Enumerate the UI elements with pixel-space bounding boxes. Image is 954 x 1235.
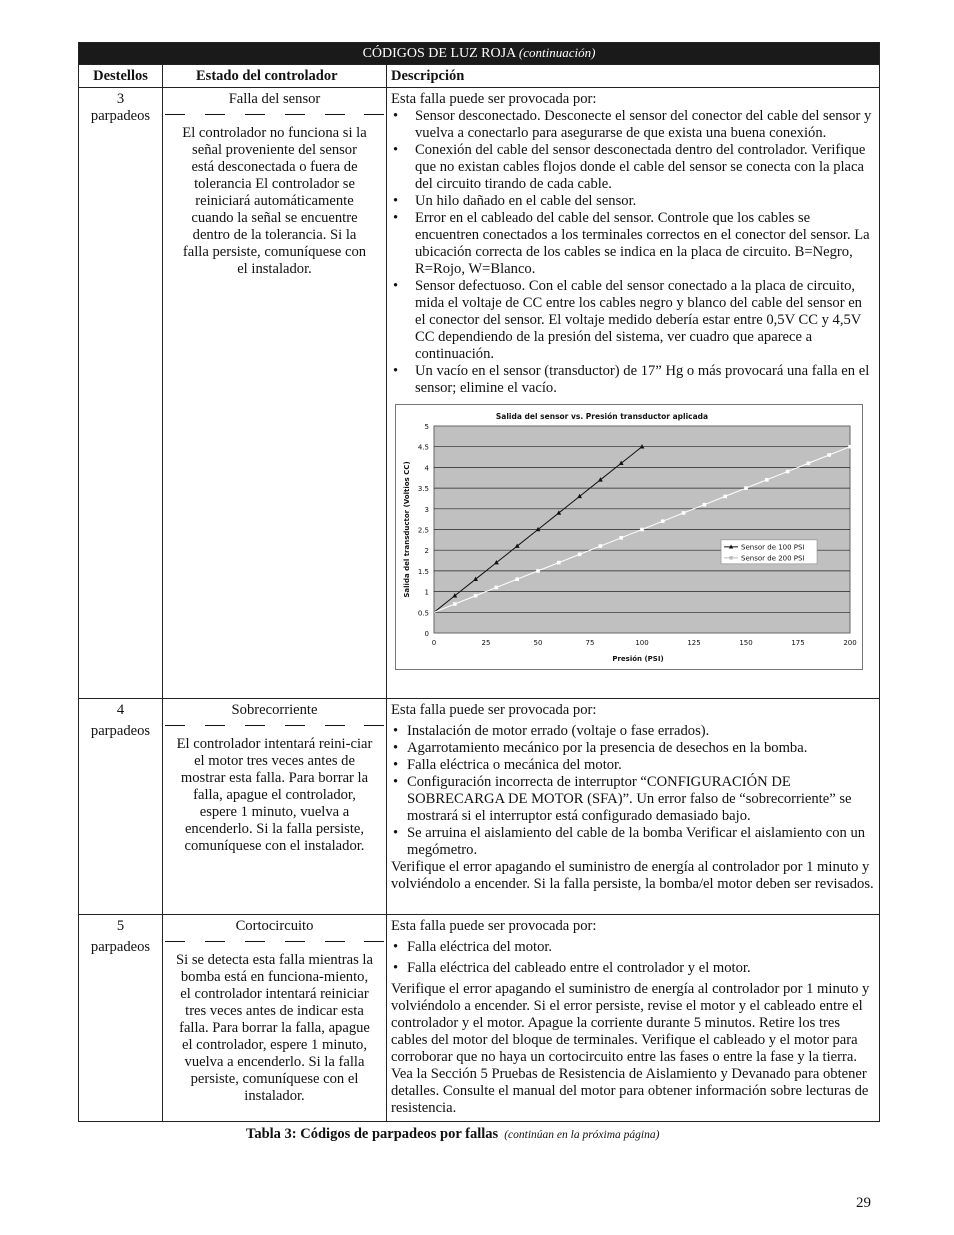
data-point bbox=[515, 577, 519, 581]
y-tick-label: 4 bbox=[424, 464, 429, 473]
legend-label: Sensor de 200 PSI bbox=[741, 554, 805, 563]
x-tick-label: 150 bbox=[739, 639, 753, 647]
cause-list bbox=[391, 939, 875, 977]
y-tick-label: 3.5 bbox=[417, 485, 429, 494]
data-point bbox=[495, 586, 499, 590]
table-title: CÓDIGOS DE LUZ ROJA bbox=[362, 46, 516, 61]
flash-count: 5 bbox=[116, 918, 125, 934]
x-axis-label: Presión (PSI) bbox=[612, 655, 664, 663]
list-item: • Sensor defectuoso. Con el cable del sensor conectado a la placa de circuito, mida el voltaje de CC entre los cables negro y blanco del cable del sensor en el conector del sensor. El voltaje medido debería estar entre 0,5V CC y 4,5V CC dependiendo de la presión del sistema, ver cuadro que aparece a continuación. bbox=[391, 278, 875, 363]
description-intro: Esta falla puede ser provocada por: bbox=[391, 918, 597, 934]
y-tick-label: 5 bbox=[424, 423, 429, 431]
y-tick-label: 0.5 bbox=[417, 609, 429, 618]
data-point bbox=[765, 478, 769, 482]
flash-cell bbox=[79, 915, 163, 1122]
data-point bbox=[640, 528, 644, 532]
data-point bbox=[474, 594, 478, 598]
y-axis-label: Salida del transductor (Voltios CC) bbox=[403, 461, 411, 598]
list-item: • Instalación de motor errado (voltaje o fase errados). bbox=[391, 723, 875, 740]
description-outro: Verifique el error apagando el suministro de energía al controlador por 1 minuto y volviéndolo a encender. Si el error persiste, revise el motor y el cableado entre el controlador y el motor. Apague la corriente durante 5 minutos. Retire los tres cables del motor del bloque de terminales. Verifique el cableado y el motor para corroborar que no haya un cortocircuito entre las fases o entre la fase y la tierra. Vea la Sección 5 Pruebas de Resistencia de Aislamiento y Devanado para obtener detalles. Consulte el manual del motor para obtener información sobre lecturas de resistencia. bbox=[391, 981, 870, 1116]
data-point bbox=[578, 553, 582, 557]
flash-label: parpadeos bbox=[90, 723, 151, 739]
list-item: • Error en el cableado del cable del sensor. Controle que los cables se encuentren conectados a los terminales correctos en el conector del sensor. La ubicación correcta de los cables se indica en la placa de circuito. B=Negro, R=Rojo, W=Blanco. bbox=[391, 210, 875, 278]
legend-marker bbox=[729, 556, 732, 559]
dashed-divider bbox=[165, 109, 384, 119]
list-item: • Un hilo dañado en el cable del sensor. bbox=[391, 193, 875, 210]
description-cell bbox=[387, 699, 880, 915]
x-tick-label: 100 bbox=[635, 639, 649, 647]
list-item: • Conexión del cable del sensor desconectada dentro del controlador. Verifique que no existan cables flojos donde el cable del sensor se conecta con la placa del circuito tirando de cada cable. bbox=[391, 142, 875, 193]
data-point bbox=[786, 470, 790, 474]
list-item: • Agarrotamiento mecánico por la presencia de desechos en la bomba. bbox=[391, 740, 875, 757]
list-item: • Se arruina el aislamiento del cable de la bomba Verificar el aislamiento con un megómetro. bbox=[391, 825, 875, 859]
caption-main: Tabla 3: Códigos de parpadeos por fallas bbox=[246, 1126, 499, 1142]
header-destellos: Destellos bbox=[79, 65, 163, 88]
description-outro: Verifique el error apagando el suministro de energía al controlador por 1 minuto y volviéndolo a encender. Si la falla persiste, la bomba/el motor deben ser revisados. bbox=[391, 859, 874, 892]
sensor-output-chart bbox=[395, 404, 863, 670]
header-estado: Estado del controlador bbox=[163, 65, 387, 88]
data-point bbox=[599, 544, 603, 548]
list-item: • Configuración incorrecta de interruptor “CONFIGURACIÓN DE SOBRECARGA DE MOTOR (SFA)”. Un error falso de “sobrecorriente” se mostrará si el interruptor está configurado demasiado bajo. bbox=[391, 774, 875, 825]
flash-label: parpadeos bbox=[90, 108, 151, 124]
x-tick-label: 0 bbox=[431, 639, 437, 647]
state-text: El controlador intentará reini-ciar el motor tres veces antes de mostrar esta falla. Para borrar la falla, apague el controlador, espere 1 minuto, vuelva a encenderlo. Si la falla persiste, comuníquese con el instalador. bbox=[176, 736, 373, 854]
list-item: • Sensor desconectado. Desconecte el sensor del conector del cable del sensor y vuelva a conectarlo para asegurarse de que exista una buena conexión. bbox=[391, 108, 875, 142]
state-title: Cortocircuito bbox=[235, 918, 314, 934]
state-title: Sobrecorriente bbox=[231, 702, 318, 718]
flash-count: 4 bbox=[116, 702, 125, 718]
data-point bbox=[536, 569, 540, 573]
chart-title: Salida del sensor vs. Presión transductor aplicada bbox=[495, 412, 709, 421]
dashed-divider bbox=[165, 936, 384, 946]
flash-count: 3 bbox=[116, 91, 125, 107]
y-tick-label: 0 bbox=[424, 630, 429, 638]
list-item: • Falla eléctrica o mecánica del motor. bbox=[391, 757, 875, 774]
state-cell bbox=[163, 699, 387, 915]
x-tick-label: 25 bbox=[481, 639, 491, 647]
description-intro: Esta falla puede ser provocada por: bbox=[391, 702, 597, 718]
y-tick-label: 3 bbox=[424, 505, 429, 514]
y-tick-label: 2 bbox=[424, 547, 429, 556]
data-point bbox=[827, 453, 831, 457]
data-point bbox=[453, 602, 457, 606]
data-point bbox=[703, 503, 707, 507]
table-title-bar bbox=[79, 43, 880, 65]
table-row bbox=[79, 699, 880, 915]
legend-label: Sensor de 100 PSI bbox=[741, 543, 805, 552]
flash-label: parpadeos bbox=[90, 939, 151, 955]
list-item: • Falla eléctrica del cableado entre el controlador y el motor. bbox=[391, 960, 875, 977]
y-tick-label: 1 bbox=[424, 588, 429, 597]
cause-list bbox=[391, 108, 875, 397]
table-row bbox=[79, 915, 880, 1122]
header-descripcion: Descripción bbox=[387, 65, 880, 88]
data-point bbox=[682, 511, 686, 515]
y-tick-label: 4.5 bbox=[417, 443, 429, 452]
state-cell bbox=[163, 88, 387, 699]
description-cell bbox=[387, 88, 880, 699]
data-point bbox=[744, 486, 748, 490]
page-number: 29 bbox=[856, 1195, 871, 1211]
cause-list bbox=[391, 723, 875, 859]
state-text: Si se detecta esta falla mientras la bomba está en funciona-miento, el controlador intentará reiniciar tres veces antes de indicar esta falla. Para borrar la falla, apague el controlador, espere 1 minuto, vuelva a encenderlo. Si la falla persiste, comuníquese con el instalador. bbox=[176, 952, 373, 1104]
state-cell bbox=[163, 915, 387, 1122]
table-caption bbox=[246, 1126, 659, 1143]
flash-cell bbox=[79, 88, 163, 699]
x-tick-label: 75 bbox=[585, 639, 595, 647]
list-item: • Un vacío en el sensor (transductor) de 17” Hg o más provocará una falla en el sensor; elimine el vacío. bbox=[391, 363, 875, 397]
x-tick-label: 125 bbox=[687, 639, 701, 647]
data-point bbox=[723, 495, 727, 499]
table-row bbox=[79, 88, 880, 699]
table-title-continuation: (continuación) bbox=[518, 45, 596, 60]
state-title: Falla del sensor bbox=[228, 91, 321, 107]
description-cell bbox=[387, 915, 880, 1122]
data-point bbox=[848, 445, 852, 449]
y-tick-label: 1.5 bbox=[417, 567, 429, 576]
dashed-divider bbox=[165, 720, 384, 730]
state-text: El controlador no funciona si la señal proveniente del sensor está desconectada o fuera de tolerancia El controlador se reiniciará automáticamente cuando la señal se encuentre dentro de la tolerancia. Si la falla persiste, comuníquese con el instalador. bbox=[182, 125, 367, 277]
x-tick-label: 50 bbox=[533, 639, 543, 647]
x-tick-label: 200 bbox=[843, 639, 857, 647]
data-point bbox=[557, 561, 561, 565]
description-intro: Esta falla puede ser provocada por: bbox=[391, 91, 597, 107]
chart-svg bbox=[396, 405, 862, 669]
data-point bbox=[807, 461, 811, 465]
y-tick-label: 2.5 bbox=[417, 526, 429, 535]
fault-codes-table bbox=[78, 42, 880, 1122]
list-item: • Falla eléctrica del motor. bbox=[391, 939, 875, 956]
flash-cell bbox=[79, 699, 163, 915]
data-point bbox=[619, 536, 623, 540]
caption-note: (continúan en la próxima página) bbox=[504, 1129, 660, 1141]
data-point bbox=[661, 519, 665, 523]
x-tick-label: 175 bbox=[791, 639, 805, 647]
